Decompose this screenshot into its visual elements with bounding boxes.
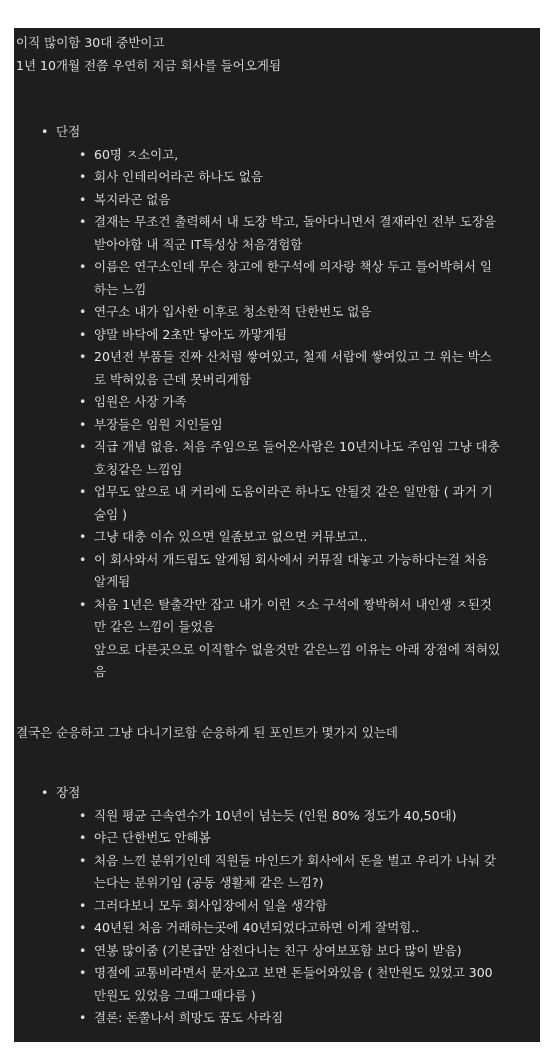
post-body (14, 28, 540, 1042)
bullet-icon: • (79, 830, 87, 845)
cons-item-text: 결재는 무조건 출력해서 내 도장 박고, 돌아다니면서 결재라인 전부 도장을 (94, 214, 496, 229)
cons-item-text: 음 (94, 664, 107, 679)
cons-heading (16, 121, 540, 144)
cons-list-item (16, 549, 540, 594)
cons-list-item (16, 256, 540, 301)
cons-list-item (16, 414, 540, 437)
pros-list-item (16, 850, 540, 895)
cons-item-text: 술임 ) (94, 506, 128, 522)
cons-item-text: 부장들은 임원 지인들임 (94, 416, 223, 432)
bullet-icon: • (79, 965, 87, 980)
bullet-icon: • (79, 191, 87, 207)
cons-item-text: 직급 개념 없음. 처음 주임으로 들어온사람은 10년지나도 주임임 그냥 대충 (94, 439, 500, 454)
pros-item-text: 40년된 처음 거래하는곳에 40년되었다고하면 이게 잘먹힘.. (94, 920, 420, 935)
bullet-icon: • (79, 920, 87, 935)
cons-item-text: 60명 ㅈ소이고, (94, 146, 179, 162)
cons-list-item (16, 324, 540, 347)
transition-text: 결국은 순응하고 그냥 다니기로함 순응하게 된 포인트가 몇가지 있는데 (16, 724, 398, 740)
pros-list-item (16, 940, 540, 963)
cons-item-text: 복지라곤 없음 (94, 191, 171, 207)
bullet-icon: • (79, 852, 87, 868)
pros-list-item (16, 917, 540, 940)
pros-item-text: 결론: 돈쭐나서 희망도 꿈도 사라짐 (94, 1010, 284, 1025)
bullet-icon: • (79, 146, 87, 162)
bullet-icon: • (79, 169, 87, 184)
bullet-icon: • (79, 1010, 87, 1025)
cons-list-item (16, 436, 540, 481)
bullet-icon: • (79, 529, 87, 544)
bullet-icon: • (41, 124, 49, 139)
pros-item-text: 만원도 있었음 그때그때다름 ) (94, 987, 256, 1003)
bullet-icon: • (79, 349, 87, 364)
spacer (16, 684, 540, 722)
bullet-icon: • (79, 897, 87, 913)
pros-item-text: 그러다보니 모두 회사입장에서 일을 생각함 (94, 897, 328, 913)
bullet-icon: • (79, 416, 87, 432)
pros-heading-label: 장점 (56, 785, 81, 800)
pros-item-text: 연봉 많이줌 (기본급만 삼전다니는 친구 상여보포함 보다 많이 받음) (94, 942, 462, 958)
cons-list-item (16, 391, 540, 414)
spacer (16, 744, 540, 782)
bullet-icon: • (79, 807, 87, 823)
cons-list-item (16, 301, 540, 324)
cons-item-text: 앞으로 다른곳으로 이직할수 없을것만 같은느낌 이유는 아래 장점에 적혀있 (94, 641, 501, 657)
cons-item-text: 회사 인테리어라곤 하나도 없음 (94, 169, 263, 184)
pros-item-text: 직원 평균 근속연수가 10년이 넘는듯 (인원 80% 정도가 40,50대) (94, 807, 457, 823)
cons-item-text: 호칭같은 느낌임 (94, 461, 183, 477)
pros-list-item (16, 895, 540, 918)
bullet-icon: • (79, 484, 87, 499)
cons-item-text: 처음 1년은 탈출각만 잡고 내가 이런 ㅈ소 구석에 짱박혀서 내인생 ㅈ된것 (94, 596, 492, 612)
bullet-icon: • (79, 439, 87, 454)
cons-list-item (16, 526, 540, 549)
cons-list (16, 144, 540, 684)
cons-list-item (16, 144, 540, 167)
cons-item-text: 이름은 연구소인데 무슨 창고에 한구석에 의자랑 책상 두고 틀어박혀서 일 (94, 259, 493, 274)
bullet-icon: • (79, 551, 87, 567)
cons-list-item (16, 211, 540, 256)
cons-list-item (16, 481, 540, 526)
intro-line: 1년 10개월 전쯤 우연히 지금 회사를 들어오게됨 (16, 57, 282, 73)
cons-item-text: 알게됨 (94, 574, 131, 589)
cons-item-text: 하는 느낌 (94, 281, 147, 297)
pros-item-text: 는다는 분위기임 (공동 생활체 같은 느낌?) (94, 875, 324, 890)
bullet-icon: • (41, 785, 49, 800)
pros-list-item (16, 805, 540, 828)
cons-list-item (16, 346, 540, 391)
cons-item-text: 만 같은 느낌이 들었음 (94, 619, 215, 634)
bullet-icon: • (79, 304, 87, 319)
cons-item-text: 받아야함 내 직군 IT특성상 처음경험함 (94, 236, 303, 252)
cons-list-item (16, 166, 540, 189)
bullet-icon: • (79, 394, 87, 409)
cons-item-text: 임원은 사장 가족 (94, 394, 187, 409)
cons-heading-label: 단점 (56, 124, 81, 139)
pros-list-item (16, 962, 540, 1007)
cons-list-item (16, 189, 540, 212)
pros-item-text: 야근 단한번도 안해봄 (94, 830, 211, 845)
cons-item-text: 업무도 앞으로 내 커리에 도움이라곤 하나도 안될것 같은 일만함 ( 과거 기 (94, 484, 493, 499)
cons-item-text: 그냥 대충 이슈 있으면 일좀보고 없으면 커뮤보고.. (94, 529, 368, 544)
pros-list-item (16, 827, 540, 850)
cons-item-text: 양말 바닥에 2초만 닿아도 까맣게됨 (94, 326, 287, 342)
bullet-icon: • (79, 214, 87, 229)
cons-item-text: 연구소 내가 입사한 이후로 청소한적 단한번도 없음 (94, 304, 372, 319)
cons-item-text: 이 회사와서 개드립도 알게됨 회사에서 커뮤질 대놓고 가능하다는걸 처음 (94, 551, 489, 567)
bullet-icon: • (79, 326, 87, 342)
cons-list-item (16, 594, 540, 684)
bullet-icon: • (79, 942, 87, 958)
pros-heading (16, 782, 540, 805)
pros-item-text: 처음 느낀 분위기인데 직원들 마인드가 회사에서 돈을 벌고 우리가 나눠 갖 (94, 852, 496, 868)
pros-item-text: 명절에 교통비라면서 문자오고 보면 돈들어와있음 ( 천만원도 있었고 300 (94, 965, 493, 980)
intro-line: 이직 많이함 30대 중반이고 (16, 35, 165, 50)
cons-item-text: 로 박혀있음 근데 못버리게함 (94, 371, 251, 387)
pros-list-item (16, 1007, 540, 1030)
bullet-icon: • (79, 596, 87, 612)
spacer (16, 77, 540, 121)
cons-item-text: 20년전 부품들 진짜 산처럼 쌓여있고, 철제 서랍에 쌓여있고 그 위는 박스 (94, 349, 492, 364)
pros-list (16, 805, 540, 1030)
bullet-icon: • (79, 259, 87, 274)
